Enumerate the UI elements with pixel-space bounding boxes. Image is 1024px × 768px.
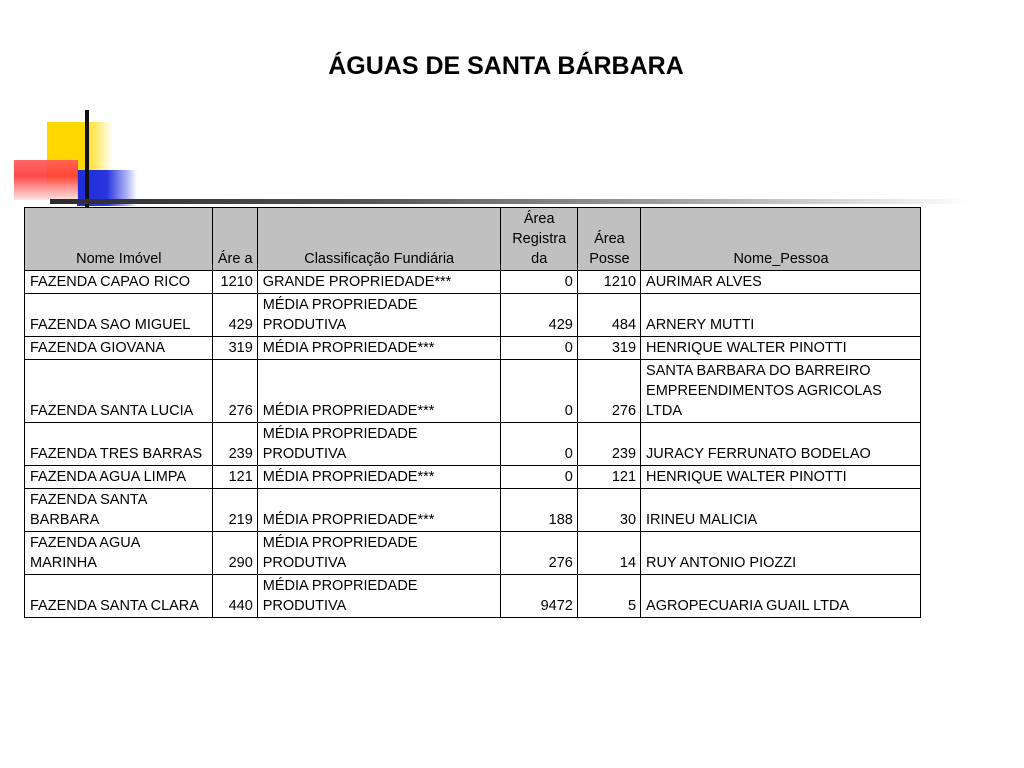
cell-nome-pessoa: AGROPECUARIA GUAIL LTDA (641, 575, 921, 618)
cell-area-posse: 121 (577, 466, 640, 489)
cell-nome-pessoa: IRINEU MALICIA (641, 489, 921, 532)
cell-nome-imovel: FAZENDA SANTA LUCIA (25, 360, 213, 423)
table-row (25, 423, 921, 466)
cell-classificacao: MÉDIA PROPRIEDADE*** (257, 489, 500, 532)
header-nome-pessoa: Nome_Pessoa (641, 208, 921, 271)
cell-classificacao: MÉDIA PROPRIEDADE*** (257, 466, 500, 489)
cell-area-registrada: 0 (500, 337, 577, 360)
cell-classificacao: MÉDIA PROPRIEDADE PRODUTIVA (257, 294, 500, 337)
cell-classificacao: GRANDE PROPRIEDADE*** (257, 271, 500, 294)
header-nome-imovel: Nome Imóvel (25, 208, 213, 271)
cell-nome-imovel: FAZENDA CAPAO RICO (25, 271, 213, 294)
cell-area-posse: 239 (577, 423, 640, 466)
cell-area-registrada: 0 (500, 271, 577, 294)
cell-area-posse: 276 (577, 360, 640, 423)
header-classificacao: Classificação Fundiária (257, 208, 500, 271)
cell-nome-pessoa: HENRIQUE WALTER PINOTTI (641, 337, 921, 360)
cell-nome-imovel: FAZENDA SANTA BARBARA (25, 489, 213, 532)
cell-area: 1210 (212, 271, 257, 294)
cell-area-posse: 484 (577, 294, 640, 337)
cell-nome-pessoa: SANTA BARBARA DO BARREIRO EMPREENDIMENTOS AGRICOLAS LTDA (641, 360, 921, 423)
cell-classificacao: MÉDIA PROPRIEDADE PRODUTIVA (257, 575, 500, 618)
cell-nome-pessoa: HENRIQUE WALTER PINOTTI (641, 466, 921, 489)
cell-area: 121 (212, 466, 257, 489)
cell-area: 219 (212, 489, 257, 532)
header-area-posse: Área Posse (577, 208, 640, 271)
cell-nome-imovel: FAZENDA AGUA LIMPA (25, 466, 213, 489)
table-header-row (25, 208, 921, 271)
property-table (24, 207, 921, 618)
cell-nome-pessoa: RUY ANTONIO PIOZZI (641, 532, 921, 575)
cell-area: 319 (212, 337, 257, 360)
table-row (25, 466, 921, 489)
header-area: Áre a (212, 208, 257, 271)
title-decoration (0, 0, 1024, 215)
header-area-registrada: Área Registra da (500, 208, 577, 271)
cell-area: 290 (212, 532, 257, 575)
horizontal-rule (50, 199, 970, 204)
cell-nome-imovel: FAZENDA SANTA CLARA (25, 575, 213, 618)
cell-area-registrada: 9472 (500, 575, 577, 618)
table-row (25, 360, 921, 423)
page-title: ÁGUAS DE SANTA BÁRBARA (328, 52, 684, 80)
cell-area-registrada: 0 (500, 466, 577, 489)
cell-area-registrada: 0 (500, 423, 577, 466)
cell-area-registrada: 0 (500, 360, 577, 423)
cell-area-posse: 5 (577, 575, 640, 618)
cell-classificacao: MÉDIA PROPRIEDADE PRODUTIVA (257, 423, 500, 466)
cell-nome-imovel: FAZENDA SAO MIGUEL (25, 294, 213, 337)
cell-area: 429 (212, 294, 257, 337)
cell-area-posse: 1210 (577, 271, 640, 294)
cell-area: 276 (212, 360, 257, 423)
cell-area-registrada: 276 (500, 532, 577, 575)
cell-nome-pessoa: JURACY FERRUNATO BODELAO (641, 423, 921, 466)
table-row (25, 489, 921, 532)
vertical-rule (85, 110, 89, 208)
cell-area-posse: 14 (577, 532, 640, 575)
cell-area: 440 (212, 575, 257, 618)
cell-area: 239 (212, 423, 257, 466)
cell-nome-imovel: FAZENDA GIOVANA (25, 337, 213, 360)
cell-area-posse: 30 (577, 489, 640, 532)
cell-classificacao: MÉDIA PROPRIEDADE*** (257, 360, 500, 423)
table-row (25, 575, 921, 618)
cell-area-registrada: 188 (500, 489, 577, 532)
cell-nome-imovel: FAZENDA TRES BARRAS (25, 423, 213, 466)
cell-nome-imovel: FAZENDA AGUA MARINHA (25, 532, 213, 575)
cell-classificacao: MÉDIA PROPRIEDADE PRODUTIVA (257, 532, 500, 575)
cell-area-posse: 319 (577, 337, 640, 360)
table-row (25, 532, 921, 575)
cell-nome-pessoa: AURIMAR ALVES (641, 271, 921, 294)
table-row (25, 294, 921, 337)
table-row (25, 337, 921, 360)
red-square-shape (14, 160, 78, 200)
cell-classificacao: MÉDIA PROPRIEDADE*** (257, 337, 500, 360)
cell-nome-pessoa: ARNERY MUTTI (641, 294, 921, 337)
cell-area-registrada: 429 (500, 294, 577, 337)
table-row (25, 271, 921, 294)
